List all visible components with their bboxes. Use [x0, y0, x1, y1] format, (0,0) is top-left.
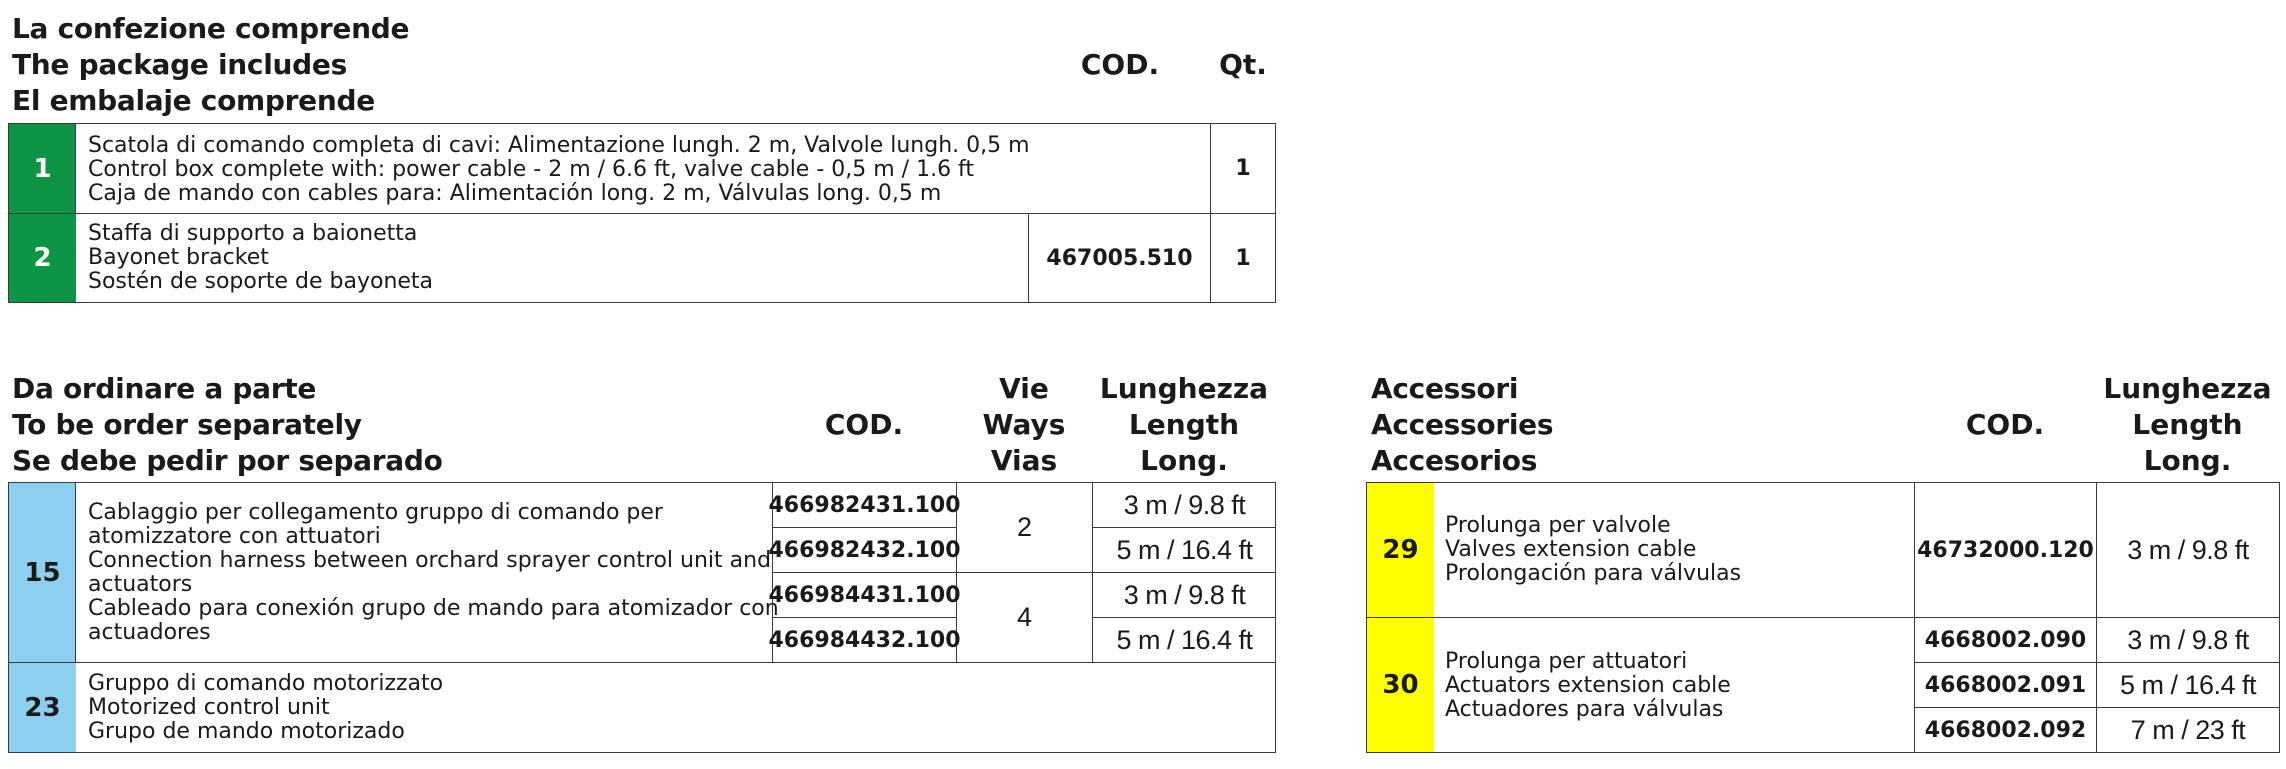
accessories-row-29-description — [1445, 514, 1741, 586]
separate-row-15-desc-es-1: Cableado para conexión grupo de mando para atomizador con — [88, 596, 779, 621]
accessories-row-29-cod-text: 46732000.120 — [1917, 537, 2094, 563]
separate-col-ways — [956, 371, 1092, 479]
accessories-code-cell — [1915, 663, 2096, 707]
separate-col-length-en: Length — [1128, 408, 1240, 441]
accessories-length-cell — [2097, 618, 2279, 662]
package-title-it: La confezione comprende — [12, 12, 410, 45]
package-row-1-number — [9, 124, 76, 213]
package-row-2-qty — [1211, 214, 1275, 302]
package-row-2-number-text: 2 — [33, 243, 52, 273]
separate-code-2: 466982432.100 — [768, 537, 961, 563]
separate-row-15-description — [88, 501, 779, 645]
package-row-1-desc-it: Scatola di comando completa di cavi: Alimentazione lungh. 2 m, Valvole lungh. 0,5 m — [88, 133, 1030, 158]
accessories-code-3: 4668002.092 — [1924, 717, 2087, 743]
separate-row-23-desc-es: Grupo de mando motorizado — [88, 719, 405, 744]
separate-row-23-desc-en: Motorized control unit — [88, 695, 330, 720]
separate-code-cell — [768, 528, 961, 572]
accessories-col-length — [2096, 371, 2279, 479]
separate-ways-cell — [957, 483, 1092, 572]
separate-col-length — [1092, 371, 1276, 479]
package-title-es: El embalaje comprende — [12, 84, 375, 117]
package-row-2-number — [9, 214, 76, 302]
accessories-col-length-es: Long. — [2143, 444, 2232, 477]
separate-title-it: Da ordinare a parte — [12, 372, 317, 405]
separate-row-23-desc-it: Gruppo di comando motorizzato — [88, 671, 444, 696]
accessories-row-29-length-text: 3 m / 9.8 ft — [2127, 534, 2249, 565]
accessories-col-cod: COD. — [1965, 408, 2045, 441]
accessories-row-30-desc-it: Prolunga per attuatori — [1445, 649, 1688, 674]
separate-row-23-number — [9, 663, 76, 752]
separate-code-1: 466982431.100 — [768, 492, 961, 518]
separate-col-length-it: Lunghezza — [1099, 372, 1269, 405]
package-row-1-qty-text: 1 — [1235, 156, 1251, 181]
separate-title — [12, 371, 443, 479]
separate-length-2: 5 m / 16.4 ft — [1116, 534, 1253, 565]
accessories-length-3: 7 m / 23 ft — [2130, 714, 2246, 745]
accessories-code-1: 4668002.090 — [1924, 627, 2087, 653]
separate-row-15-desc-es-2: actuadores — [88, 620, 211, 645]
separate-title-es: Se debe pedir por separado — [12, 444, 443, 477]
accessories-length-1: 3 m / 9.8 ft — [2127, 624, 2249, 655]
separate-col-length-es: Long. — [1140, 444, 1228, 477]
separate-row-15-desc-en-2: actuators — [88, 572, 193, 597]
package-row-2-desc-en: Bayonet bracket — [88, 245, 269, 270]
package-row-2-cod — [1029, 214, 1210, 302]
accessories-code-cell — [1915, 708, 2096, 752]
accessories-length-cell — [2097, 708, 2279, 752]
separate-row-15-desc-it-2: atomizzatore con attuatori — [88, 524, 381, 549]
package-row-1-description — [88, 134, 1030, 206]
separate-ways-4: 4 — [1016, 602, 1033, 632]
separate-row-15-number — [9, 483, 76, 662]
package-row-2-description — [88, 222, 433, 294]
separate-ways-2: 2 — [1016, 512, 1033, 542]
accessories-row-29-desc-es: Prolongación para válvulas — [1445, 561, 1742, 586]
accessories-title-es: Accesorios — [1371, 444, 1538, 477]
package-row-2-qty-text: 1 — [1235, 245, 1251, 271]
package-title-en: The package includes — [12, 48, 347, 81]
accessories-length-2: 5 m / 16.4 ft — [2119, 669, 2257, 700]
package-row-1-qty — [1211, 124, 1275, 213]
separate-row-divider — [8, 662, 1276, 663]
separate-length-cell — [1093, 528, 1276, 572]
separate-code-4: 466984432.100 — [768, 627, 961, 653]
accessories-title-en: Accessories — [1371, 408, 1554, 441]
accessories-length-cell — [2097, 663, 2279, 707]
separate-col-ways-en: Ways — [982, 408, 1066, 441]
accessories-row-30-number — [1367, 618, 1434, 752]
package-col-cod: COD. — [1080, 48, 1160, 81]
separate-length-cell — [1093, 483, 1276, 527]
separate-code-cell — [768, 483, 961, 527]
accessories-code-2: 4668002.091 — [1924, 672, 2087, 698]
separate-row-15-desc-en-1: Connection harness between orchard sprayer control unit and — [88, 548, 772, 573]
accessories-row-29-desc-it: Prolunga per valvole — [1445, 513, 1671, 538]
accessories-row-30-desc-en: Actuators extension cable — [1445, 673, 1731, 698]
package-row-1-number-text: 1 — [33, 153, 52, 184]
separate-col-ways-es: Vias — [990, 444, 1058, 477]
separate-row-23-number-text: 23 — [24, 692, 61, 723]
accessories-row-29-desc-en: Valves extension cable — [1445, 537, 1697, 562]
accessories-code-cell — [1915, 618, 2096, 662]
separate-length-3: 3 m / 9.8 ft — [1123, 579, 1246, 610]
package-title — [12, 11, 409, 119]
separate-col-ways-it: Vie — [999, 372, 1049, 405]
accessories-title — [1371, 371, 1553, 479]
accessories-row-29-number-text: 29 — [1382, 535, 1419, 565]
accessories-title-it: Accessori — [1371, 372, 1519, 405]
package-row-2-desc-es: Sostén de soporte de bayoneta — [88, 269, 434, 294]
separate-row-15-number-text: 15 — [24, 557, 61, 588]
accessories-row-30-desc-es: Actuadores para válvulas — [1445, 697, 1724, 722]
separate-length-1: 3 m / 9.8 ft — [1123, 489, 1246, 520]
package-col-qty: Qt. — [1219, 48, 1267, 81]
package-row-2-cod-text: 467005.510 — [1046, 245, 1193, 271]
accessories-row-29-cod — [1915, 483, 2096, 617]
separate-code-cell — [768, 618, 961, 662]
separate-code-3: 466984431.100 — [768, 582, 961, 608]
accessories-row-29-length — [2097, 483, 2279, 617]
separate-row-23-description — [88, 672, 443, 744]
separate-length-4: 5 m / 16.4 ft — [1116, 624, 1253, 655]
accessories-col-length-en: Length — [2132, 408, 2243, 441]
separate-length-cell — [1093, 618, 1276, 662]
accessories-row-30-number-text: 30 — [1382, 670, 1419, 700]
separate-title-en: To be order separately — [12, 408, 362, 441]
package-row-2-desc-it: Staffa di supporto a baionetta — [88, 221, 418, 246]
separate-code-cell — [768, 573, 961, 617]
package-row-1-desc-en: Control box complete with: power cable - 2 m / 6.6 ft, valve cable - 0,5 m / 1.6 ft — [88, 157, 975, 182]
package-row-1-desc-es: Caja de mando con cables para: Alimentación long. 2 m, Válvulas long. 0,5 m — [88, 181, 942, 206]
accessories-row-30-description — [1445, 650, 1731, 722]
separate-row-15-desc-it-1: Cablaggio per collegamento gruppo di comando per — [88, 500, 663, 525]
accessories-row-29-number — [1367, 483, 1434, 617]
accessories-col-length-it: Lunghezza — [2103, 372, 2272, 405]
separate-ways-cell — [957, 573, 1092, 662]
separate-length-cell — [1093, 573, 1276, 617]
separate-col-cod: COD. — [824, 408, 904, 441]
